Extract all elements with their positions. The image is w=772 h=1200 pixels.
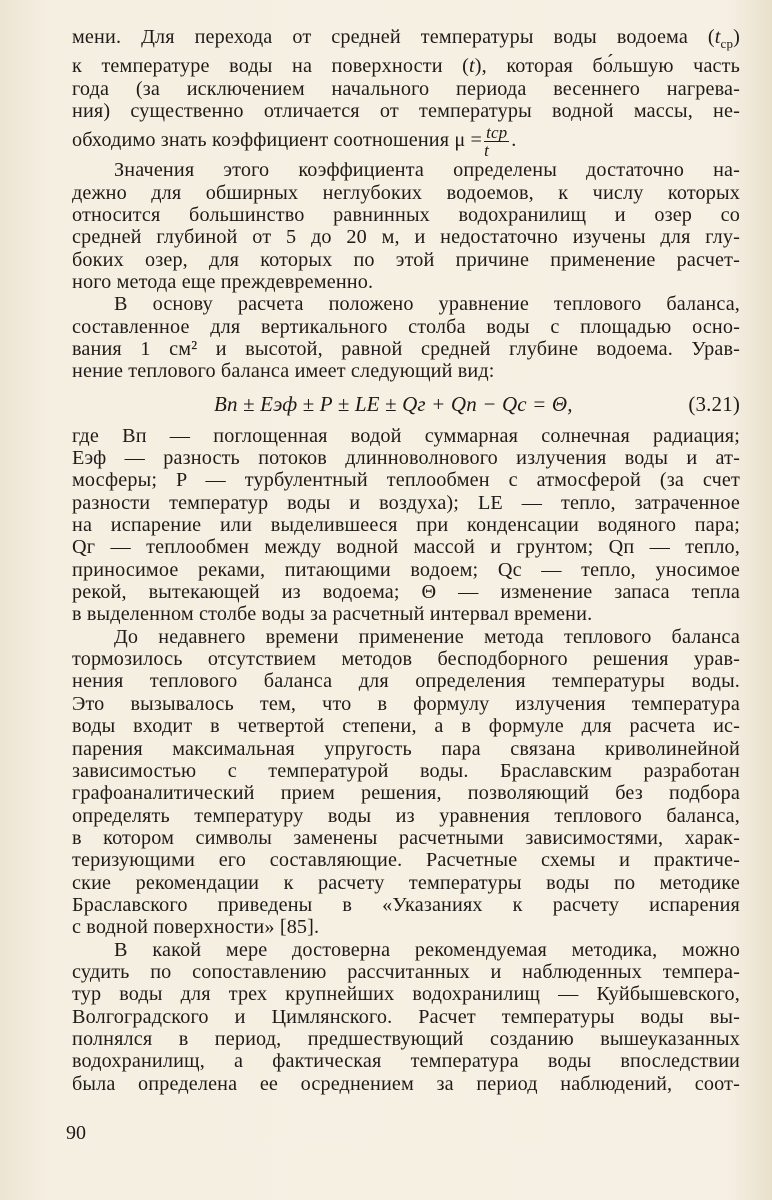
text-line: с водной поверхности» [85]. — [72, 916, 320, 939]
text-line: Значения этого коэффициента определены достаточно на- — [114, 159, 740, 182]
text-line: Волгоградского и Цимлянского. Расчет температуры воды вы- — [72, 1005, 740, 1028]
text-line: приносимое реками, питающими водоем; Qс — тепло, уносимое — [72, 558, 740, 581]
text-line: водохранилищ, а фактическая температура воды впоследствии — [72, 1050, 740, 1073]
text-line: Eэф — разность потоков длинноволнового излучения воды и ат- — [72, 447, 740, 470]
text-line: определять температуру воды из уравнения теплового баланса, — [72, 804, 740, 827]
text-line: где Bп — поглощенная водой суммарная солнечная радиация; — [72, 424, 740, 447]
text-line: До недавнего времени применение метода теплового баланса — [114, 625, 740, 648]
text-line: нения теплового баланса для определения температуры воды. — [72, 670, 740, 693]
text-line: на испарение или выделившееся при конденсации водяного пара; — [72, 514, 740, 537]
text-line: теризующими его составляющие. Расчетные схемы и практиче- — [72, 849, 740, 872]
text-line: года (за исключением начального периода весеннего нагрева- — [72, 77, 740, 100]
body-text — [72, 26, 740, 1095]
text-line: судить по сопоставлению рассчитанных и наблюденных темпера- — [72, 960, 740, 983]
text-line: дежно для обширных неглубоких водоемов, к числу которых — [72, 181, 740, 204]
text-line: В какой мере достоверна рекомендуемая методика, можно — [114, 938, 740, 961]
text-line: воды входит в четвертой степени, а в формуле для расчета ис- — [72, 715, 740, 738]
mu-fraction: $\frac{\text{tср}}{t}$ — [484, 123, 508, 161]
page-number: 90 — [66, 1122, 86, 1144]
text-line: Qг — теплообмен между водной массой и грунтом; Qп — тепло, — [72, 536, 740, 559]
text-line: полнялся в период, предшествующий созданию вышеуказанных — [72, 1027, 740, 1050]
text-line: к температуре воды на поверхности (t), которая бо́льшую часть — [72, 55, 740, 78]
text-line: тормозилось отсутствием методов бесподборного решения урав- — [72, 648, 740, 671]
text-line: тур воды для трех крупнейших водохранилищ — Куйбышевского, — [72, 983, 740, 1006]
text-line: ния) существенно отличается от температуры водной массы, не- — [72, 100, 740, 123]
text-line: графоаналитический прием решения, позволяющий без подбора — [72, 782, 740, 805]
text-line: относится большинство равнинных водохранилищ и озер со — [72, 203, 740, 226]
text-line: в выделенном столбе воды за расчетный интервал времени. — [72, 603, 593, 626]
text-line: рекой, вытекающей из водоема; Θ — изменение запаса тепла — [72, 581, 740, 604]
text-line: зависимостью с температурой воды. Браславским разработан — [72, 759, 740, 782]
text-line: средней глубиной от 5 до 20 м, и недостаточно изучены для глу- — [72, 226, 740, 249]
text-line: парения максимальная упругость пара связана криволинейной — [72, 737, 740, 760]
text-line: Браславского приведены в «Указаниях к расчету испарения — [72, 893, 740, 916]
text-line: была определена ее осреднением за период наблюдений, соот- — [72, 1072, 740, 1095]
text-line: составленное для вертикального столба воды с площадью осно- — [72, 315, 740, 338]
text-line: боких озер, для которых по этой причине применение расчет- — [72, 248, 740, 271]
text-line: ного метода еще преждевременно. — [72, 270, 374, 293]
text-line: В основу расчета положено уравнение теплового баланса, — [114, 293, 740, 316]
text-line: мени. Для перехода от средней температуры воды водоема $(t_{ср})$ — [72, 26, 740, 52]
text-line: нение теплового баланса имеет следующий вид: — [72, 360, 495, 383]
text-line: в котором символы заменены расчетными зависимостями, харак- — [72, 826, 740, 849]
equation-row — [72, 391, 740, 421]
text-line: обходимо знать коэффициент соотношения μ = $\frac{\text{tср}}{t}$ . — [72, 123, 517, 161]
text-line: мосферы; P — турбулентный теплообмен с атмосферой (за счет — [72, 469, 740, 492]
equation-number: (3.21) — [688, 391, 740, 416]
text-line: вания 1 см² и высотой, равной средней глубине водоема. Урав- — [72, 338, 740, 361]
heat-balance-equation: Bп ± Eэф ± P ± LE ± Qг + Qп − Qс = Θ, — [214, 391, 573, 416]
text-line: ские рекомендации к расчету температуры воды по методике — [72, 871, 740, 894]
text-line: Это вызывалось тем, что в формулу излучения температура — [72, 692, 740, 715]
text-line: разности температур воды и воздуха); LE — тепло, затраченное — [72, 491, 740, 514]
